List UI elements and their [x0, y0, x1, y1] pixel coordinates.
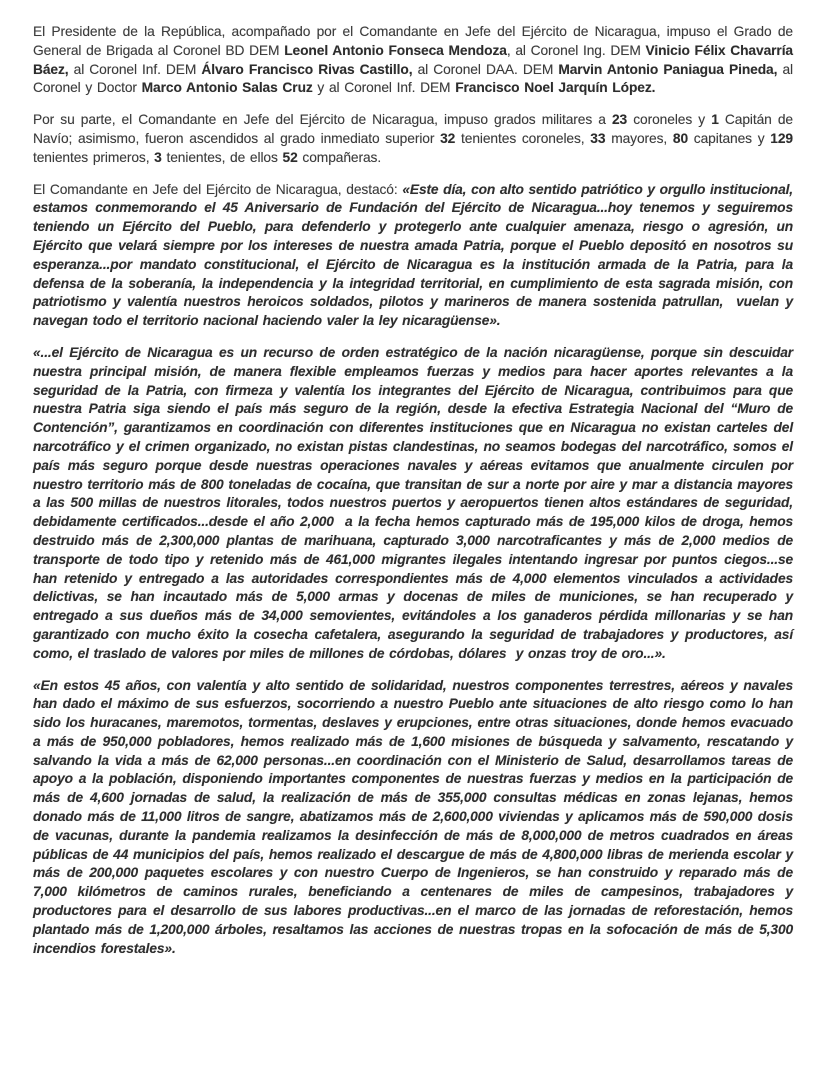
text-run: Capitán de Navío; asimismo, fueron ascendidos al grado inmediato superior [33, 112, 793, 146]
text-run: Francisco Noel Jarquín López. [455, 80, 656, 96]
text-run: Por su parte, el Comandante en Jefe del Ejército de Nicaragua, impuso grados militares a [33, 112, 612, 128]
paragraph-promotions-generals [33, 23, 793, 98]
text-run: El Presidente de la República, acompañado por el Comandante en Jefe del Ejército de Nicaragua, impuso el Grado de General de Brigada al Coronel BD DEM [33, 24, 793, 58]
text-run: 3 [154, 149, 162, 165]
text-run: Vinicio Félix Chavarría Báez, [33, 42, 793, 77]
text-run: coroneles y [627, 112, 712, 128]
text-run: Álvaro Francisco Rivas Castillo, [201, 61, 413, 77]
text-run: al Coronel Inf. DEM [68, 61, 202, 77]
text-run: mayores, [605, 130, 673, 146]
paragraph-quote-security [33, 344, 793, 664]
text-run: Leonel Antonio Fonseca Mendoza [284, 42, 507, 58]
text-run: 1 [711, 112, 719, 128]
text-run: «...el Ejército de Nicaragua es un recurso de orden estratégico de la nación nicaragüense, porque sin descuidar nuestra principal misión, de manera flexible empleamos fuerzas y medios para hacer aportes relevantes a la seguridad de la Patria, con firmeza y valentía los integrantes del Ejército de Nicaragua, contribuimos para que nuestra Patria siga siendo el país más seguro de la región, desde la efectiva Estrategia Nacional del “Muro de Contención”, garantizamos en coordinación con diferentes instituciones que en Nicaragua no existan carteles del narcotráfico y el crimen organizado, no existan pistas clandestinas, no seamos bodegas del narcotráfico, somos el país más seguro porque desde nuestras operaciones navales y aéreas evitamos que anualmente circulen por nuestro territorio más de 800 toneladas de cocaína, que transitan de sur a norte por aire y mar a distancia mayores a las 500 millas de nuestros litorales, todos nuestros puertos y aeropuertos tienen altos estándares de seguridad, debidamente certificados...desde el año 2,000 a la fecha hemos capturado más de 195,000 kilos de droga, hemos destruido más de 2,300,000 plantas de marihuana, capturado 3,000 narcotraficantes y más de 2,000 medios de transporte de todo tipo y retenido más de 461,000 migrantes ilegales intentando ingresar por puntos ciegos...se han retenido y entregado a las autoridades correspondientes más de 4,000 elementos vinculados a actividades delictivas, se han incautado más de 5,000 armas y docenas de miles de municiones, se han recuperado y entregado a sus dueños más de 34,000 semovientes, evitándoles a los ganaderos pérdida millonarias y se han garantizado con mucho éxito la cosecha cafetalera, asegurando la seguridad de trabajadores y productores, así como, el traslado de valores por miles de millones de córdobas, dólares y onzas troy de oro...». [33, 344, 793, 661]
paragraph-quote-humanitarian [33, 677, 793, 959]
text-run: al Coronel DAA. DEM [412, 61, 559, 77]
text-run: compañeras. [297, 149, 382, 165]
text-run: al Coronel y Doctor [33, 61, 794, 96]
paragraph-quote-anniversary [33, 181, 793, 331]
text-run: 80 [672, 130, 689, 146]
text-run: 52 [282, 149, 298, 165]
text-run: El Comandante en Jefe del Ejército de Nicaragua, destacó: [33, 181, 403, 197]
text-run: tenientes, de ellos [161, 149, 283, 165]
text-run: y al Coronel Inf. DEM [312, 80, 456, 96]
text-run: Marco Antonio Salas Cruz [141, 80, 313, 96]
text-run: , al Coronel Ing. DEM [506, 42, 646, 58]
text-run: capitanes y [688, 130, 771, 146]
text-run: 129 [770, 130, 793, 146]
paragraph-promotions-officers [33, 111, 793, 167]
text-run: «En estos 45 años, con valentía y alto sentido de solidaridad, nuestros componentes terrestres, aéreos y navales han dado el máximo de sus esfuerzos, socorriendo a nuestro Pueblo ante situaciones de alto riesgo como lo han sido los huracanes, maremotos, tormentas, deslaves y erupciones, entre otras situaciones, donde hemos evacuado a más de 950,000 pobladores, hemos realizado más de 1,600 misiones de búsqueda y salvamento, rescatando y salvando la vida a más de 62,000 personas...en coordinación con el Ministerio de Salud, desarrollamos tareas de apoyo a la población, disponiendo importantes componentes de nuestras fuerzas y medios en la participación de más de 4,600 jornadas de salud, la realización de más de 355,000 consultas médicas en zonas lejanas, hemos donado más de 11,000 litros de sangre, abatizamos más de 2,600,000 viviendas y aplicamos más de 590,000 dosis de vacunas, durante la pandemia realizamos la desinfección de más de 8,000,000 de metros cuadrados en áreas públicas de 44 municipios del país, hemos realizado el descargue de más de 4,800,000 libras de merienda escolar y más de 200,000 paquetes escolares y con nuestro Cuerpo de Ingenieros, se han construido y reparado más de 7,000 kilómetros de caminos rurales, beneficiando a centenares de miles de campesinos, trabajadores y productores para el desarrollo de sus labores productivas...en el marco de las jornadas de reforestación, hemos plantado más de 1,200,000 árboles, resaltamos las acciones de nuestras tropas en la sofocación de más de 5,300 incendios forestales». [33, 677, 793, 956]
text-run: 23 [611, 112, 628, 128]
text-run: 32 [440, 130, 456, 146]
text-run: 33 [590, 130, 606, 146]
text-run: tenientes primeros, [33, 149, 155, 165]
text-run: Marvin Antonio Paniagua Pineda, [558, 61, 778, 77]
text-run: «Este día, con alto sentido patriótico y orgullo institucional, estamos conmemorando el 45 Aniversario de Fundación del Ejército de Nicaragua...hoy tenemos y seguiremos teniendo un Ejército del Pueblo, para defenderlo y protegerlo ante cualquier amenaza, riesgo o agresión, un Ejército que velará siempre por los intereses de nuestra amada Patria, porque el Pueblo depositó en nosotros su esperanza...por mandato constitucional, el Ejército de Nicaragua es la institución armada de la Patria, para la defensa de la soberanía, la independencia y la integridad territorial, en cumplimiento de esta sagrada misión, con patriotismo y valentía nuestros heroicos soldados, pilotos y marineros de manera sostenida patrullan, vuelan y navegan todo el territorio nacional haciendo valer la ley nicaragüense». [33, 181, 793, 329]
text-run: tenientes coroneles, [455, 130, 591, 146]
